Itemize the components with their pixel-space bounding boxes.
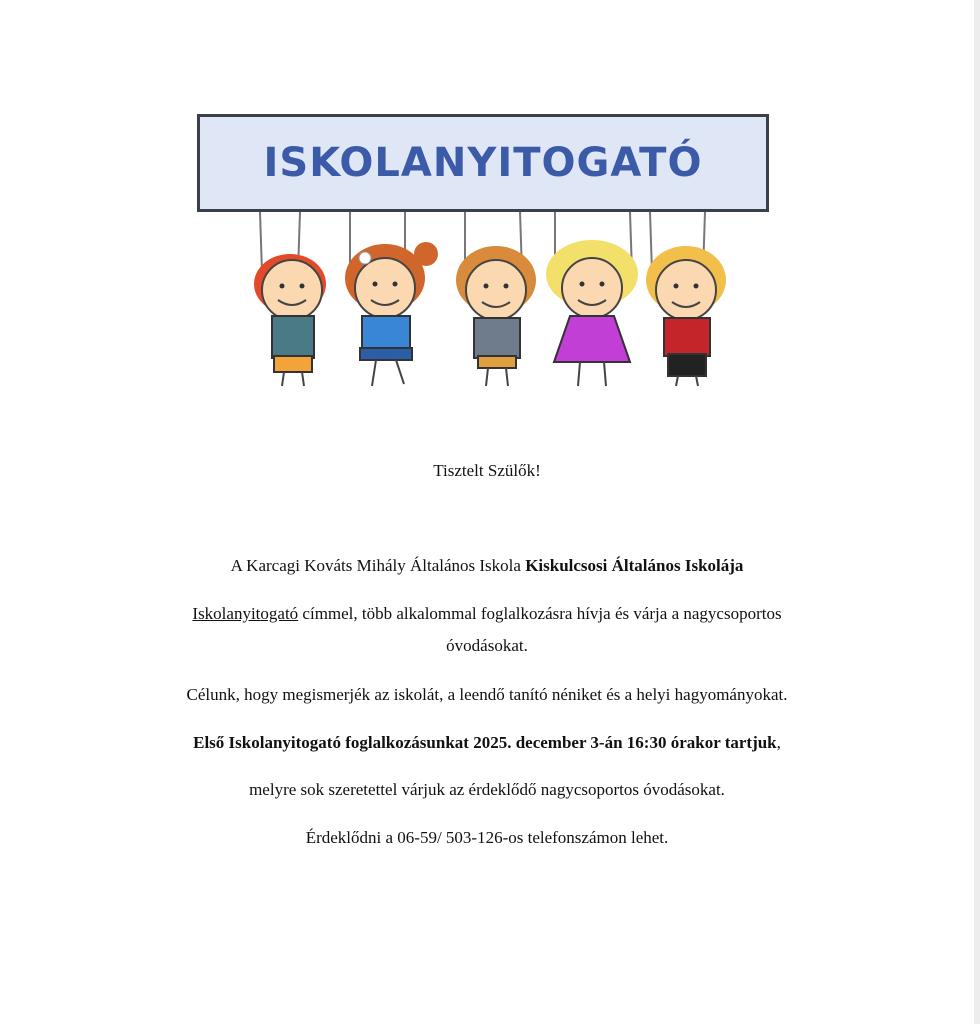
greeting: Tisztelt Szülők! — [433, 461, 541, 480]
kid-3 — [456, 246, 536, 386]
kid-4 — [546, 240, 638, 386]
kid-1 — [254, 254, 326, 386]
program-name: Iskolanyitogató — [192, 604, 299, 623]
page-edge — [974, 0, 980, 1024]
paragraph-contact: Érdeklődni a 06-59/ 503-126-os telefonszámon lehet. — [305, 828, 669, 847]
banner-title: ISKOLANYITOGATÓ — [263, 140, 703, 186]
paragraph-welcome: melyre sok szeretettel várjuk az érdeklődő nagycsoportos óvodásokat. — [249, 780, 725, 799]
date-comma: , — [776, 733, 781, 752]
paragraph-invite — [0, 604, 974, 624]
children-illustration — [240, 212, 740, 392]
first-session: Első Iskolanyitogató foglalkozásunkat 2025. december 3-án 16:30 órakor tartjuk — [193, 733, 777, 752]
paragraph-date — [0, 733, 974, 753]
invite-line2: óvodásokat. — [446, 636, 528, 655]
school-name: Kiskulcsosi Általános Iskolája — [525, 556, 744, 575]
paragraph-school — [0, 556, 974, 576]
paragraph-goal: Célunk, hogy megismerjék az iskolát, a leendő tanító néniket és a helyi hagyományokat. — [186, 685, 788, 704]
kid-5 — [646, 246, 726, 386]
invite-text: címmel, több alkalommal foglalkozásra hívja és várja a nagycsoportos — [298, 604, 782, 623]
school-prefix: A Karcagi Kováts Mihály Általános Iskola — [230, 556, 526, 575]
kid-2 — [345, 242, 438, 386]
title-banner — [197, 114, 769, 212]
